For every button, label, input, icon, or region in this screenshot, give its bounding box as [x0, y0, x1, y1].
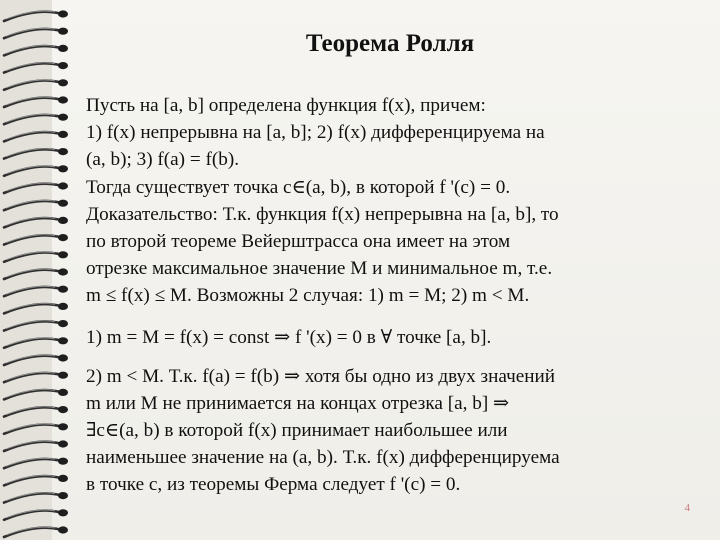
text-line: 1) f(x) непрерывна на [a, b]; 2) f(x) дифференцируема на — [86, 122, 545, 144]
text-line: m или M не принимается на концах отрезка [a, b] ⇒ — [86, 392, 510, 414]
text-line: 2) m < M. Т.к. f(a) = f(b) ⇒ хотя бы одно из двух значений — [86, 365, 556, 387]
text-line: наименьшее значение на (a, b). Т.к. f(x) дифференцируема — [86, 447, 560, 469]
text-line: Тогда существует точка c∈(a, b), в которой f '(c) = 0. — [86, 176, 511, 198]
page-number: 4 — [684, 502, 690, 514]
text-line: Пусть на [a, b] определена функция f(x), причем: — [86, 95, 486, 116]
spiral-binding — [0, 0, 78, 540]
text-line: 1) m = M = f(x) = const ⇒ f '(x) = 0 в ∀ точке [a, b]. — [86, 326, 492, 348]
slide-title: Теорема Ролля — [305, 30, 475, 57]
text-line: m ≤ f(x) ≤ M. Возможны 2 случая: 1) m = M; 2) m < M. — [86, 285, 530, 307]
text-line: в точке c, из теоремы Ферма следует f '(c) = 0. — [86, 474, 461, 496]
text-line: Доказательство: Т.к. функция f(x) непрерывна на [a, b], то — [86, 203, 559, 225]
text-line: по второй теореме Вейерштрасса она имеет на этом — [86, 230, 511, 252]
text-line: отрезке максимальное значение M и минимальное m, т.е. — [86, 258, 553, 280]
text-line: ∃c∈(a, b) в которой f(x) принимает наибольшее или — [86, 420, 508, 442]
text-line: (a, b); 3) f(a) = f(b). — [86, 149, 240, 171]
slide-body — [86, 92, 696, 499]
